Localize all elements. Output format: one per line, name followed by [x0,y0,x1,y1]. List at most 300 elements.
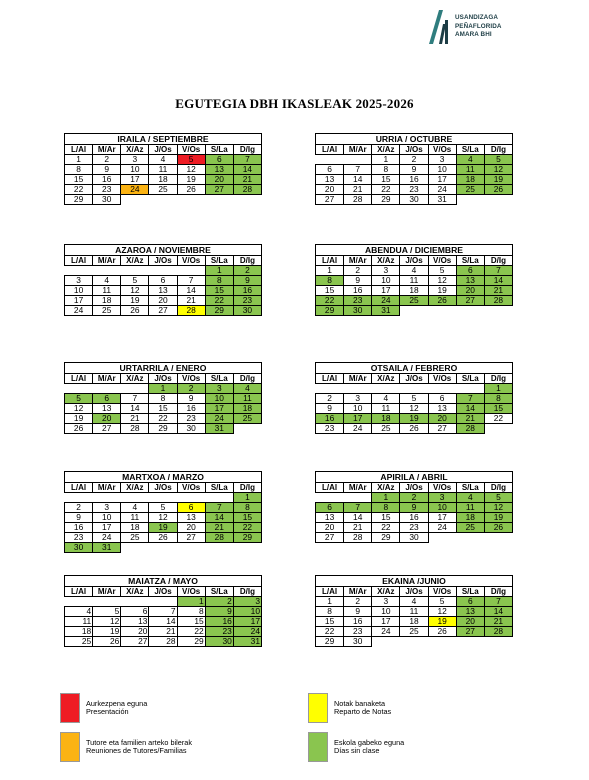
month-title: URTARRILA / ENERO [64,362,262,373]
weekday-header: X/Az [372,374,400,384]
day-cell: 1 [149,384,177,394]
empty-cell [344,155,372,165]
day-cell: 16 [93,175,121,185]
day-cell: 30 [65,543,93,553]
day-cell: 27 [121,637,149,647]
day-cell: 13 [121,617,149,627]
day-cell: 7 [177,276,205,286]
empty-cell [344,384,372,394]
empty-cell [484,424,512,434]
day-cell: 24 [121,185,149,195]
empty-cell [233,543,261,553]
day-cell: 20 [121,627,149,637]
day-cell: 17 [65,296,93,306]
day-cell: 12 [428,276,456,286]
day-cell: 2 [400,493,428,503]
weekday-header: M/Ar [344,483,372,493]
day-cell: 24 [428,523,456,533]
legend-swatch [60,693,80,723]
day-cell: 28 [149,637,177,647]
weekday-header: X/Az [121,587,149,597]
empty-cell [149,195,177,205]
day-cell: 3 [65,276,93,286]
day-cell: 29 [316,306,344,316]
empty-cell [121,266,149,276]
day-cell: 3 [372,266,400,276]
weekday-header: M/Ar [93,256,121,266]
day-cell: 9 [65,513,93,523]
day-cell: 8 [372,503,400,513]
legend-label-eu: Notak banaketa [334,699,386,708]
weekday-header: L/Al [65,483,93,493]
weekday-header: V/Os [428,374,456,384]
empty-cell [65,493,93,503]
day-cell: 18 [149,175,177,185]
day-cell: 27 [456,627,484,637]
day-cell: 9 [177,394,205,404]
day-cell: 23 [177,414,205,424]
day-cell: 5 [121,276,149,286]
day-cell: 22 [316,627,344,637]
weekday-header: S/La [456,145,484,155]
day-cell: 13 [93,404,121,414]
day-cell: 22 [233,523,261,533]
day-cell: 8 [316,276,344,286]
day-cell: 15 [316,286,344,296]
empty-cell [149,597,177,607]
month-calendar [315,471,513,543]
day-cell: 6 [456,266,484,276]
day-cell: 31 [428,195,456,205]
day-cell: 11 [400,276,428,286]
legend-item [308,693,568,733]
day-cell: 22 [484,414,512,424]
legend-item [308,732,568,772]
day-cell: 7 [344,503,372,513]
day-cell: 23 [205,627,233,637]
weekday-header: S/La [205,145,233,155]
day-cell: 18 [93,296,121,306]
day-cell: 17 [372,286,400,296]
day-cell: 23 [93,185,121,195]
day-cell: 21 [233,175,261,185]
weekday-header: L/Al [65,374,93,384]
day-cell: 8 [65,165,93,175]
weekday-header: J/Os [400,256,428,266]
weekday-header: V/Os [177,587,205,597]
day-cell: 8 [372,165,400,175]
empty-cell [121,597,149,607]
weekday-header: S/La [205,587,233,597]
day-cell: 17 [428,175,456,185]
legend-label-eu: Tutore eta familien arteko bilerak [86,738,192,747]
day-cell: 24 [93,533,121,543]
weekday-header: J/Os [400,145,428,155]
day-cell: 13 [205,165,233,175]
weekday-header: J/Os [149,374,177,384]
day-cell: 25 [400,296,428,306]
day-cell: 8 [316,607,344,617]
day-cell: 1 [372,155,400,165]
empty-cell [93,384,121,394]
day-cell: 10 [233,607,261,617]
day-cell: 7 [149,607,177,617]
day-cell: 19 [121,296,149,306]
empty-cell [65,597,93,607]
day-cell: 18 [400,617,428,627]
day-cell: 3 [121,155,149,165]
day-cell: 25 [233,414,261,424]
weekday-header: J/Os [149,587,177,597]
month-calendar [64,133,262,205]
day-cell: 20 [149,296,177,306]
day-cell: 10 [372,276,400,286]
day-cell: 6 [316,165,344,175]
empty-cell [456,384,484,394]
weekday-header: L/Al [65,145,93,155]
day-cell: 11 [456,503,484,513]
empty-cell [428,533,456,543]
day-cell: 14 [484,276,512,286]
day-cell: 10 [428,503,456,513]
month-title: IRAILA / SEPTIEMBRE [64,133,262,144]
day-cell: 15 [149,404,177,414]
weekday-header: X/Az [121,256,149,266]
day-cell: 20 [456,617,484,627]
day-cell: 7 [205,503,233,513]
day-cell: 13 [456,607,484,617]
empty-cell [400,306,428,316]
weekday-header: D/Ig [484,587,512,597]
empty-cell [205,543,233,553]
day-cell: 14 [149,617,177,627]
day-cell: 30 [205,637,233,647]
day-cell: 2 [400,155,428,165]
day-cell: 30 [344,306,372,316]
empty-cell [177,493,205,503]
logo-line: AMARA BHI [455,31,492,39]
day-cell: 22 [372,523,400,533]
day-cell: 27 [149,306,177,316]
day-cell: 13 [177,513,205,523]
day-cell: 9 [344,276,372,286]
empty-cell [93,493,121,503]
day-cell: 26 [484,523,512,533]
day-cell: 13 [428,404,456,414]
weekday-header: V/Os [428,256,456,266]
day-cell: 24 [344,424,372,434]
day-cell: 7 [344,165,372,175]
empty-cell [344,493,372,503]
day-cell: 15 [65,175,93,185]
weekday-header: M/Ar [93,374,121,384]
weekday-header: V/Os [428,587,456,597]
day-cell: 23 [233,296,261,306]
day-cell: 4 [400,266,428,276]
month-calendar [64,575,262,647]
day-cell: 29 [316,637,344,647]
legend-label-es: Presentación [86,707,129,716]
weekday-header: L/Al [316,145,344,155]
day-cell: 3 [428,155,456,165]
day-cell: 19 [484,513,512,523]
day-cell: 2 [316,394,344,404]
day-cell: 24 [428,185,456,195]
day-cell: 13 [149,286,177,296]
day-cell: 16 [65,523,93,533]
day-cell: 1 [316,597,344,607]
weekday-header: J/Os [149,256,177,266]
day-cell: 18 [121,523,149,533]
day-cell: 10 [93,513,121,523]
day-cell: 18 [456,175,484,185]
day-cell: 28 [177,306,205,316]
day-cell: 15 [372,513,400,523]
day-cell: 9 [344,607,372,617]
weekday-header: D/Ig [233,145,261,155]
day-cell: 17 [344,414,372,424]
day-cell: 25 [372,424,400,434]
day-cell: 26 [428,296,456,306]
day-cell: 15 [205,286,233,296]
empty-cell [428,306,456,316]
day-cell: 31 [93,543,121,553]
day-cell: 31 [233,637,261,647]
legend-label-eu: Aurkezpena eguna [86,699,148,708]
day-cell: 4 [233,384,261,394]
school-logo [425,10,515,46]
month-calendar [315,133,513,205]
day-cell: 16 [344,286,372,296]
day-cell: 10 [65,286,93,296]
weekday-header: X/Az [372,145,400,155]
day-cell: 17 [428,513,456,523]
weekday-header: X/Az [372,587,400,597]
day-cell: 11 [93,286,121,296]
day-cell: 2 [344,597,372,607]
day-cell: 18 [456,513,484,523]
day-cell: 29 [372,533,400,543]
day-cell: 22 [65,185,93,195]
day-cell: 17 [372,617,400,627]
day-cell: 5 [177,155,205,165]
empty-cell [316,384,344,394]
day-cell: 8 [177,607,205,617]
weekday-header: M/Ar [344,374,372,384]
empty-cell [205,195,233,205]
weekday-header: X/Az [121,145,149,155]
day-cell: 27 [93,424,121,434]
day-cell: 12 [428,607,456,617]
day-cell: 15 [484,404,512,414]
day-cell: 16 [233,286,261,296]
day-cell: 16 [400,175,428,185]
month-title: APIRILA / ABRIL [315,471,513,482]
day-cell: 3 [344,394,372,404]
day-cell: 19 [65,414,93,424]
day-cell: 8 [233,503,261,513]
day-cell: 12 [149,513,177,523]
weekday-header: J/Os [149,483,177,493]
day-cell: 28 [484,296,512,306]
day-cell: 25 [121,533,149,543]
day-cell: 9 [400,165,428,175]
day-cell: 1 [484,384,512,394]
day-cell: 5 [93,607,121,617]
day-cell: 21 [484,617,512,627]
day-cell: 5 [428,597,456,607]
day-cell: 26 [65,424,93,434]
day-cell: 23 [65,533,93,543]
weekday-header: X/Az [372,256,400,266]
day-cell: 11 [400,607,428,617]
day-cell: 15 [233,513,261,523]
day-cell: 18 [233,404,261,414]
day-cell: 12 [93,617,121,627]
day-cell: 8 [484,394,512,404]
day-cell: 20 [93,414,121,424]
day-cell: 26 [400,424,428,434]
page-title: EGUTEGIA DBH IKASLEAK 2025-2026 [175,96,414,111]
empty-cell [484,306,512,316]
month-calendar [315,362,513,434]
day-cell: 16 [205,617,233,627]
day-cell: 28 [233,185,261,195]
month-title: URRIA / OCTUBRE [315,133,513,144]
day-cell: 29 [177,637,205,647]
day-cell: 25 [456,523,484,533]
day-cell: 10 [372,607,400,617]
day-cell: 6 [428,394,456,404]
empty-cell [428,637,456,647]
day-cell: 6 [456,597,484,607]
weekday-header: L/Al [316,256,344,266]
weekday-header: D/Ig [484,374,512,384]
month-calendar [315,575,513,647]
day-cell: 2 [344,266,372,276]
day-cell: 6 [316,503,344,513]
day-cell: 17 [205,404,233,414]
empty-cell [149,493,177,503]
day-cell: 11 [121,513,149,523]
day-cell: 31 [205,424,233,434]
empty-cell [400,384,428,394]
weekday-header: D/Ig [233,256,261,266]
day-cell: 4 [372,394,400,404]
day-cell: 29 [372,195,400,205]
day-cell: 23 [400,185,428,195]
day-cell: 30 [177,424,205,434]
weekday-header: D/Ig [484,483,512,493]
weekday-header: V/Os [428,145,456,155]
day-cell: 24 [65,306,93,316]
day-cell: 18 [400,286,428,296]
day-cell: 22 [177,627,205,637]
day-cell: 16 [344,617,372,627]
day-cell: 19 [428,617,456,627]
day-cell: 28 [456,424,484,434]
weekday-header: D/Ig [233,587,261,597]
day-cell: 8 [205,276,233,286]
day-cell: 11 [372,404,400,414]
empty-cell [316,493,344,503]
day-cell: 10 [428,165,456,175]
month-calendar [315,244,513,316]
day-cell: 27 [428,424,456,434]
day-cell: 4 [400,597,428,607]
day-cell: 25 [93,306,121,316]
day-cell: 1 [233,493,261,503]
logo-line: PEÑAFLORIDA [455,22,502,30]
day-cell: 27 [316,533,344,543]
empty-cell [149,266,177,276]
day-cell: 16 [316,414,344,424]
day-cell: 9 [400,503,428,513]
day-cell: 19 [484,175,512,185]
day-cell: 21 [484,286,512,296]
day-cell: 30 [93,195,121,205]
day-cell: 24 [205,414,233,424]
day-cell: 7 [484,266,512,276]
day-cell: 10 [344,404,372,414]
day-cell: 12 [484,165,512,175]
month-calendar [64,244,262,316]
day-cell: 21 [121,414,149,424]
day-cell: 14 [121,404,149,414]
day-cell: 4 [121,503,149,513]
day-cell: 21 [205,523,233,533]
day-cell: 14 [177,286,205,296]
weekday-header: D/Ig [233,483,261,493]
day-cell: 25 [456,185,484,195]
day-cell: 5 [149,503,177,513]
weekday-header: M/Ar [93,587,121,597]
empty-cell [428,384,456,394]
day-cell: 24 [372,296,400,306]
day-cell: 1 [372,493,400,503]
empty-cell [121,384,149,394]
day-cell: 20 [316,523,344,533]
day-cell: 20 [428,414,456,424]
weekday-header: S/La [456,256,484,266]
day-cell: 22 [205,296,233,306]
weekday-header: V/Os [428,483,456,493]
weekday-header: J/Os [400,483,428,493]
day-cell: 4 [456,493,484,503]
day-cell: 19 [149,523,177,533]
day-cell: 14 [456,404,484,414]
day-cell: 16 [177,404,205,414]
day-cell: 1 [65,155,93,165]
day-cell: 26 [177,185,205,195]
day-cell: 20 [205,175,233,185]
day-cell: 10 [205,394,233,404]
weekday-header: D/Ig [484,145,512,155]
legend-label-es: Días sin clase [334,746,380,755]
logo-line: USANDIZAGA [455,14,498,21]
day-cell: 4 [65,607,93,617]
empty-cell [372,637,400,647]
day-cell: 6 [121,607,149,617]
weekday-header: V/Os [177,374,205,384]
day-cell: 28 [344,195,372,205]
weekday-header: L/Al [316,374,344,384]
month-title: MAIATZA / MAYO [64,575,262,586]
day-cell: 5 [400,394,428,404]
empty-cell [121,195,149,205]
day-cell: 26 [428,627,456,637]
day-cell: 1 [177,597,205,607]
